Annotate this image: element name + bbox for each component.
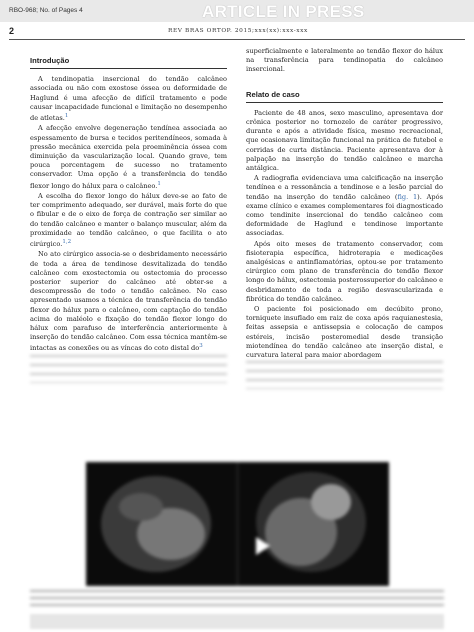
- section-title-case-report: Relato de caso: [246, 90, 443, 103]
- case-paragraph-1: Paciente de 48 anos, sexo masculino, apresentava dor crônica posterior no tornozelo de caráter progressivo, durante e após a atividade física, mesmo recreacional, que ocasionava limitação funcional na prática de futebol e corridas de curta distância. Paciente apresentava dor à palpação na inserção do tendão calcâneo e marcha antálgica.: [246, 108, 443, 173]
- article-header-bar: [0, 0, 474, 22]
- obscured-text-left: [30, 355, 227, 383]
- citation-footer-obscured: [30, 614, 444, 629]
- obscured-text-right: [246, 361, 443, 389]
- left-column: [30, 52, 227, 383]
- figure-link[interactable]: fig. 1: [397, 192, 418, 201]
- article-in-press-banner: ARTICLE IN PRESS: [202, 2, 365, 21]
- intro-paragraph-4: No ato cirúrgico associa-se o desbridamento necessário de toda a área de tendinose desvitalizada do tendão calcâneo com exostectomia ou ostectomia do processo posterior superior do calcâneo até obter-se a descompressão de todo o tendão calcâneo. No caso apresentado usamos a técnica de transferência do tendão flexor do hálux para o calcâneo, com captação do tendão acima do maléolo e fixação do tendão flexor longo do hálux com parafuso de interferência anteriormente à inserção do tendão calcâneo. Com essa técnica mantêm-se intactas as conexões ou as víncas do coto distal do$^3$: [30, 250, 227, 353]
- case-paragraph-2: A radiografia evidenciava uma calcificação na inserção tendínea e a ressonância a tendinose e a lesão parcial do tendão na inserção do tendão calcâneo (fig. 1). Após exame clínico e exames complementares foi diagnosticado como tendinite insercional do tendão calcâneo com deformidade de Haglund e tendinose importante associadas.: [246, 174, 443, 238]
- citation-link[interactable]: 3: [199, 343, 203, 350]
- intro-continuation: superficialmente e lateralmente ao tendão flexor do hálux na transferência para tendinopatia do calcâneo insercional.: [246, 47, 443, 74]
- journal-reference: REV BRAS ORTOP. 2015;xxx(xx):xxx-xxx: [168, 28, 308, 34]
- mri-scan-image: [86, 462, 389, 586]
- case-paragraph-4: O paciente foi posicionado em decúbito prono, torniquete insuflado em raiz de coxa após raquianestesia, feitas assepsia e antissepsia e colocação de campos estéreis, incisão posteromedial desde transição miotendínea do tendão calcâneo ate inserção distal, e curvatura lateral para maior abordagem: [246, 305, 443, 360]
- intro-paragraph-1: A tendinopatia insercional do tendão calcâneo associada ou não com exostose óssea ou deformidade de Haglund é uma afecção de difícil tratamento e pode causar incapacidade funcional e limitação no desempenho de atletas.$^1$: [30, 75, 227, 123]
- citation-link[interactable]: 1: [64, 113, 69, 120]
- section-title-introduction: Introdução: [30, 56, 227, 69]
- citation-link[interactable]: 1: [157, 180, 161, 187]
- right-column: [246, 47, 443, 389]
- figure-mri-images: [86, 462, 389, 586]
- intro-paragraph-2: A afecção envolve degeneração tendínea associada ao espessamento de bursa e tecidos peritendíneos, somada à pressão mecânica exercida pela proeminência óssea com diminuição da vascularização local. Quando grave, tem pouca porcentagem de sucesso no tratamento conservador. Uma opção é a transferência do tendão flexor longo do hálux para o calcâneo.$^1$: [30, 124, 227, 190]
- figure-caption-obscured: [30, 590, 444, 608]
- intro-paragraph-3: A escolha do flexor longo do hálux deve-se ao fato de ter comprimento adequado, ser durável, mais forte do que o fibular e de o eixo de força de contração ser similar ao do tendão calcâneo e manter o balanço muscular, além da proximidade ao tendão calcâneo, o que facilita o ato cirúrgico.$^{1,2}$: [30, 192, 227, 249]
- citation-link[interactable]: 1,2: [62, 239, 72, 246]
- document-id: RBO-968; No. of Pages 4: [9, 7, 83, 14]
- header-divider: [9, 39, 465, 40]
- case-paragraph-3: Após oito meses de tratamento conservador, com fisioterapia específica, hidroterapia e medicações analgésicas e antinflamatórias, optou-se por tratamento cirúrgico com plano de transferência do tendão flexor longo do hálux, ostectomia posterossuperior do calcâneo e desbridamento de toda a região desvascularizada e fibrótica do tendão calcâneo.: [246, 239, 443, 303]
- page-number: 2: [9, 26, 15, 36]
